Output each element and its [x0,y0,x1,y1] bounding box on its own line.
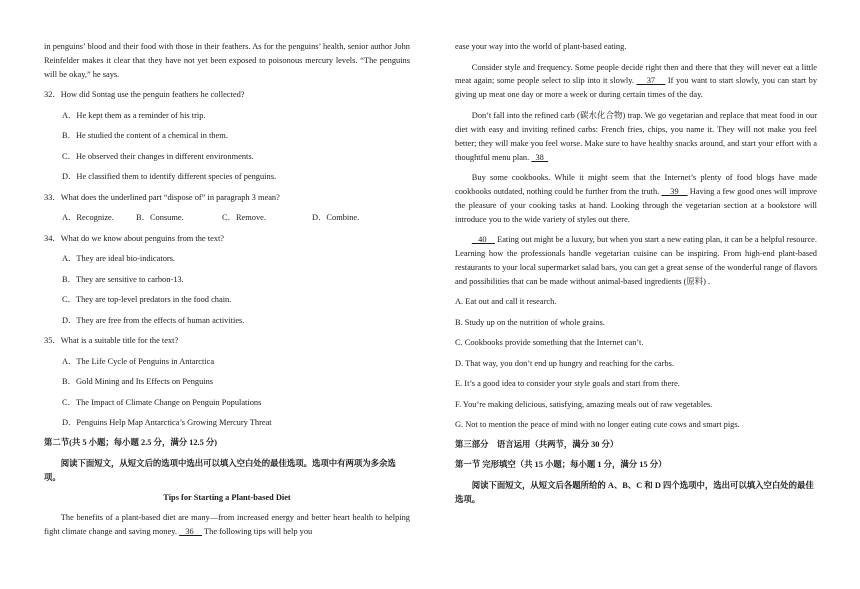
question-stem: 34．What do we know about penguins from the text? [44,233,225,243]
part-heading: 第三部分 语言运用（共两节，满分 30 分） [455,440,619,450]
option-d: D．He classified them to identify different species of penguins. [62,172,277,182]
section-instruction: 阅读下面短文，从短文后各题所给的 A、B、C 和 D 四个选项中，选出可以填入空白处的最佳选项。 [455,480,814,504]
passage-paragraph-2 [455,61,817,103]
text: Having a few good ones will improve the pleasure of your cooking tasks at hand. Looking through the vegetarian section at a bookstore will introduce you to the wide variety of styles out there. [455,186,817,224]
blank-38: 38 [531,152,549,162]
question-35 [44,334,410,430]
left-column [44,40,410,539]
option-b: B．Gold Mining and Its Effects on Penguins [62,377,214,387]
passage-continuation: in penguins’ blood and their food with those in their feathers. As for the penguins’ health, senior author John Reinfelder makes it clear that they have not yet been exposed to poisonous mercury levels. “The penguins will be okay,” he says. [44,42,410,79]
option-b: B．He studied the content of a chemical in them. [62,131,228,141]
option-a: A．Recognize. [62,213,114,223]
option-c: C. Cookbooks provide something that the Internet can’t. [455,338,644,348]
option-d: D．Combine. [312,213,360,223]
option-c: C．He observed their changes in different environments. [62,151,254,161]
question-33 [44,191,410,225]
option-e: E. It’s a good idea to consider your style goals and start from there. [455,379,680,389]
question-stem: 32．How did Sontag use the penguin feathers he collected? [44,90,245,100]
passage-title: Tips for Starting a Plant-based Diet [163,492,291,502]
option-a: A．They are ideal bio-indicators. [62,254,176,264]
option-c: C．Remove. [222,213,266,223]
text: The benefits of a plant-based diet are many—from increased energy and better heart health to helping fight climate change and saving money. [44,513,410,536]
option-b: B. Study up on the nutrition of whole grains. [455,317,605,327]
text: Consider style and frequency. Some people decide right then and there that they will never eat a little meat again; some people select to slip into it slowly. [455,62,817,86]
text: Don’t fall into the refined carb (碳水化合物) trap. We go vegetarian and replace that meat food in our diet with easy and inviting refined carbs: French fries, chips, you name it. They will not make you feel better; they will make you feel worse. Make sure to have healthy snacks around, and start your effort with a thoughtful menu plan. [455,110,817,162]
question-stem: 33．What does the underlined part “dispose of” in paragraph 3 mean? [44,192,280,202]
option-d: D．Penguins Help Map Antarctica’s Growing Mercury Threat [62,418,272,428]
text: Eating out might be a luxury, but when you start a new eating plan, it can be a helpful resource. Learning how the professionals handle vegetarian cuisine can be inspiring. From high-end plant-based restaurants to your local supermarket salad bars, you can get a great sense of the wonderful range of flavors and possibilities that can be made without animal-based ingredients (原料) . [455,235,817,286]
option-d: D．They are free from the effects of human activities. [62,315,245,325]
options-row [44,211,410,225]
question-32 [44,88,410,184]
blank-37: 37 [636,76,666,86]
section-heading: 第一节 完形填空（共 15 小题；每小题 1 分，满分 15 分） [455,460,667,470]
passage-paragraph-1 [44,511,410,539]
option-d: D. That way, you don’t end up hungry and reaching for the carbs. [455,358,674,368]
option-g: G. Not to mention the peace of mind with no longer eating cute cows and smart pigs. [455,420,740,430]
option-b: B．They are sensitive to carbon-13. [62,274,184,284]
option-f: F. You’re making delicious, satisfying, amazing meals out of raw vegetables. [455,399,713,409]
blank-40: 40 [471,235,495,245]
right-column [455,40,817,507]
question-stem: 35．What is a suitable title for the text? [44,336,179,346]
passage-paragraph-4 [455,171,817,227]
section-heading: 第二节(共 5 小题；每小题 2.5 分，满分 12.5 分) [44,438,218,448]
text: Buy some cookbooks. While it might seem that the Internet’s plenty of food blogs have made cookbooks outdated, nothing could be further from the truth. [455,173,817,196]
option-b: B．Consume. [136,213,184,223]
text: If you want to start slowly, you can start by giving up meat one day or more a week or during certain times of the day. [455,76,818,100]
blank-39: 39 [661,186,688,196]
option-c: C．The Impact of Climate Change on Penguin Populations [62,397,262,407]
option-a: A．The Life Cycle of Penguins in Antarctica [62,356,215,366]
option-c: C．They are top-level predators in the food chain. [62,295,232,305]
section-instruction: 阅读下面短文，从短文后的选项中选出可以填入空白处的最佳选项。选项中有两项为多余选项。 [44,458,396,482]
blank-36: 36 [179,526,203,536]
passage-paragraph-3 [455,109,817,165]
passage-continuation: ease your way into the world of plant-based eating. [455,42,627,51]
option-a: A．He kept them as a reminder of his trip. [62,110,206,120]
question-34 [44,232,410,328]
passage-paragraph-5 [455,233,817,289]
option-a: A. Eat out and call it research. [455,297,557,307]
text: The following tips will help you [202,526,313,536]
